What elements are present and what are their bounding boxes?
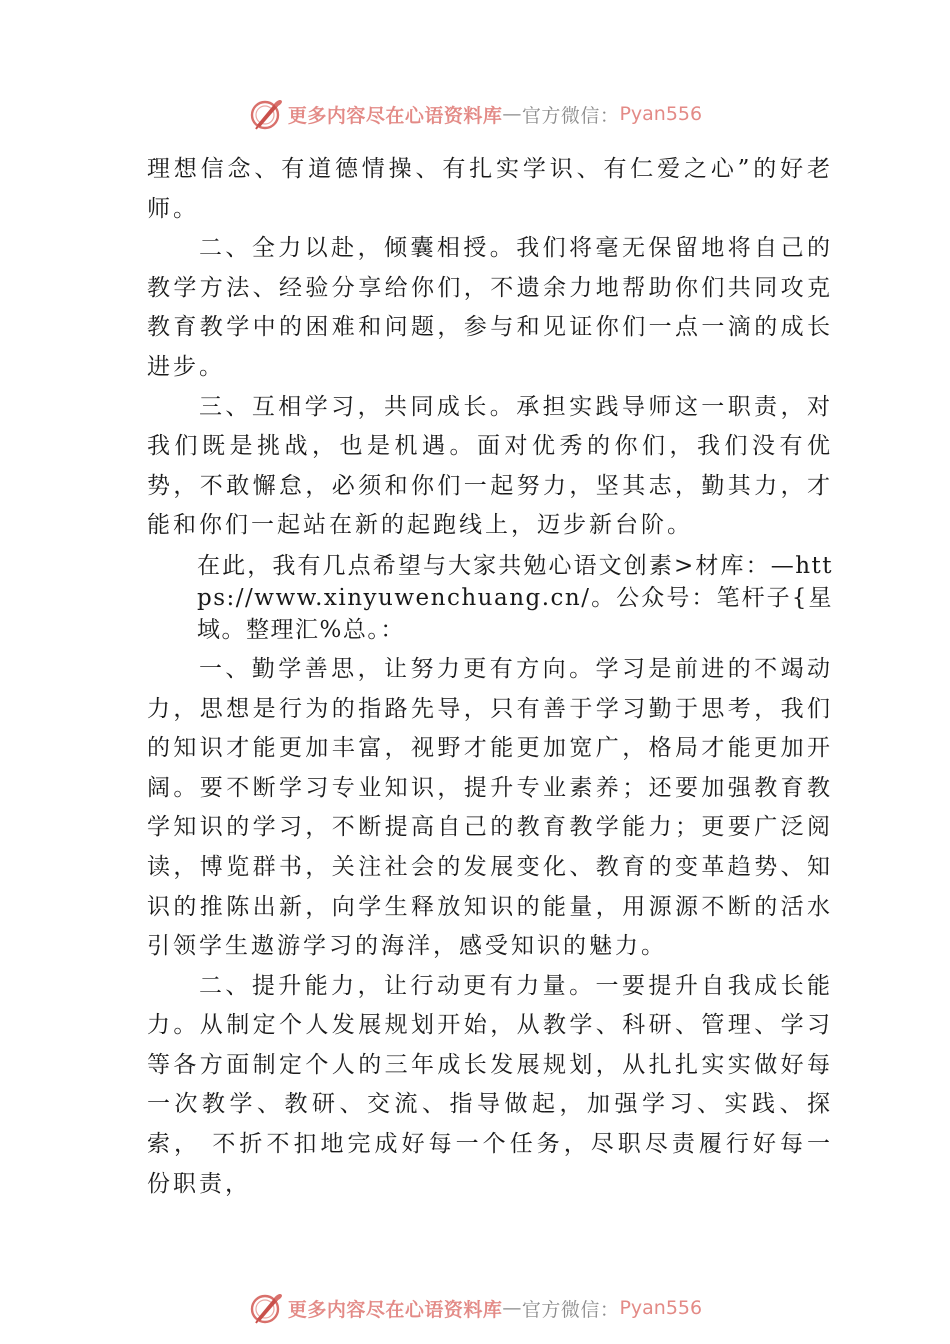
paragraph-hopes-intro: 在此，我有几点希望与大家共勉心语文创素>材库：—https://www.xinyuwenchuang.cn/。公众号：笔杆子{星域。整理汇%总。： [197,552,833,643]
footer-wechat-id: Pyan556 [619,1297,703,1319]
paragraph-point-three: 三、互相学习，共同成长。承担实践导师这一职责，对我们既是挑战，也是机遇。面对优秀的你们，我们没有优势，不敢懈怠，必须和你们一起努力，坚其志，勤其力，才能和你们一起站在新的起跑线上，迈步新台阶。 [147,393,833,539]
footer-wechat-label: 官方微信： [521,1298,620,1321]
header-wechat-label: 官方微信： [521,104,620,127]
paragraph-point-two: 二、全力以赴，倾囊相授。我们将毫无保留地将自己的教学方法、经验分享给你们，不遗余力地帮助你们共同攻克教育教学中的困难和问题，参与和见证你们一点一滴的成长进步。 [147,235,833,380]
footer-separator: — [502,1297,522,1319]
footer-brand-text: 更多内容尽在心语资料库 [287,1298,503,1321]
footer-banner [0,1288,950,1328]
paragraph-continuation: 理想信念、有道德情操、有扎实学识、有仁爱之心”的好老师。 [147,156,833,222]
header-banner [0,94,950,134]
quill-logo-icon [248,1290,284,1326]
header-wechat-id: Pyan556 [619,103,703,125]
paragraph-hope-two: 二、提升能力，让行动更有力量。一要提升自我成长能力。从制定个人发展规划开始，从教学、科研、管理、学习等各方面制定个人的三年成长发展规划，从扎扎实实做好每 一次教学、教研、交流、指导做起，加强学习、实践、探索， 不折不扣地完成好每一个任务，尽职尽责履行好每一份职责， [147,972,833,1197]
document-body [147,150,833,1204]
header-separator: — [502,103,522,125]
quill-logo-icon [248,96,284,132]
paragraph-hope-one: 一、勤学善思，让努力更有方向。学习是前进的不竭动力，思想是行为的指路先导，只有善于学习勤于思考，我们的知识才能更加丰富，视野才能更加宽广，格局才能更加开阔。要不断学习专业知识，提升专业素养；还要加强教育教学知识的学习，不断提高自己的教育教学能力；更要广泛阅读，博览群书，关注社会的发展变化、教育的变革趋势、知识的推陈出新，向学生释放知识的能量，用源源不断的活水引领学生遨游学习的海洋，感受知识的魅力。 [147,655,833,960]
header-brand-text: 更多内容尽在心语资料库 [287,104,503,127]
